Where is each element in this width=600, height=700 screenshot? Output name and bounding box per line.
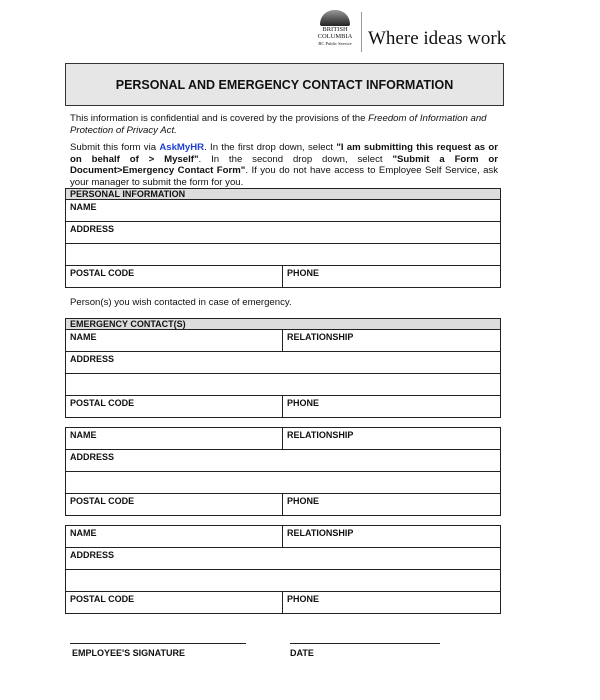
logo-sub: BC Public Service xyxy=(318,41,352,46)
name-field[interactable]: NAME xyxy=(66,526,283,547)
postal-code-field[interactable]: POSTAL CODE xyxy=(66,592,283,613)
instr-text: . In the first drop down, select xyxy=(204,142,337,153)
logo-name: BRITISH COLUMBIA xyxy=(317,26,353,40)
address-line-2-field[interactable] xyxy=(66,570,500,591)
emergency-contact-1 xyxy=(65,318,501,418)
address-field[interactable]: ADDRESS xyxy=(70,224,115,234)
phone-field[interactable]: PHONE xyxy=(287,496,320,506)
submission-instructions xyxy=(70,142,498,188)
relationship-field[interactable]: RELATIONSHIP xyxy=(287,430,354,440)
address-line-2-field[interactable] xyxy=(66,244,500,265)
phone-field[interactable]: PHONE xyxy=(287,594,320,604)
date-label: DATE xyxy=(290,648,314,658)
emergency-prompt: Person(s) you wish contacted in case of emergency. xyxy=(70,297,292,308)
emergency-contact-2 xyxy=(65,427,501,516)
act-name: Freedom of Information and Protection of Privacy Act. xyxy=(70,113,487,136)
phone-field[interactable]: PHONE xyxy=(287,268,320,278)
name-field[interactable]: NAME xyxy=(66,330,283,351)
postal-code-field[interactable]: POSTAL CODE xyxy=(66,396,283,417)
name-field[interactable]: NAME xyxy=(66,428,283,449)
postal-code-field[interactable]: POSTAL CODE xyxy=(66,266,283,287)
notice-text: This information is confidential and is covered by the provisions of the xyxy=(70,113,369,124)
instr-text: . In the second drop down, select xyxy=(198,153,393,165)
section-header: PERSONAL INFORMATION xyxy=(66,189,500,200)
phone-field[interactable]: PHONE xyxy=(287,398,320,408)
address-line-2-field[interactable] xyxy=(66,374,500,395)
signature-label: EMPLOYEE'S SIGNATURE xyxy=(72,648,185,658)
logo-tagline: Where ideas work xyxy=(368,28,507,49)
instr-bold: "Submit a Form or Document>Emergency Contact Form" xyxy=(70,153,499,176)
name-field[interactable]: NAME xyxy=(70,202,97,212)
bc-crest-icon xyxy=(320,10,350,26)
postal-code-field[interactable]: POSTAL CODE xyxy=(66,494,283,515)
relationship-field[interactable]: RELATIONSHIP xyxy=(287,332,354,342)
address-line-2-field[interactable] xyxy=(66,472,500,493)
section-header: EMERGENCY CONTACT(S) xyxy=(66,319,500,330)
address-field[interactable]: ADDRESS xyxy=(70,452,115,462)
personal-info-table xyxy=(65,188,501,288)
signature-line[interactable] xyxy=(70,643,246,644)
logo-divider xyxy=(361,12,362,52)
date-line[interactable] xyxy=(290,643,440,644)
relationship-field[interactable]: RELATIONSHIP xyxy=(287,528,354,538)
askmyhr-link[interactable]: AskMyHR xyxy=(159,142,205,153)
instr-bold: "I am submitting this request as or on behalf of > Myself" xyxy=(70,142,499,165)
confidentiality-notice xyxy=(70,113,498,136)
address-field[interactable]: ADDRESS xyxy=(70,354,115,364)
emergency-contact-3 xyxy=(65,525,501,614)
bc-logo xyxy=(312,8,507,53)
form-title: PERSONAL AND EMERGENCY CONTACT INFORMATION xyxy=(65,63,504,106)
instr-text: Submit this form via xyxy=(70,142,160,153)
instr-text: . If you do not have access to Employee Self Service, ask your manager to submit the form for you. xyxy=(70,165,498,188)
address-field[interactable]: ADDRESS xyxy=(70,550,115,560)
